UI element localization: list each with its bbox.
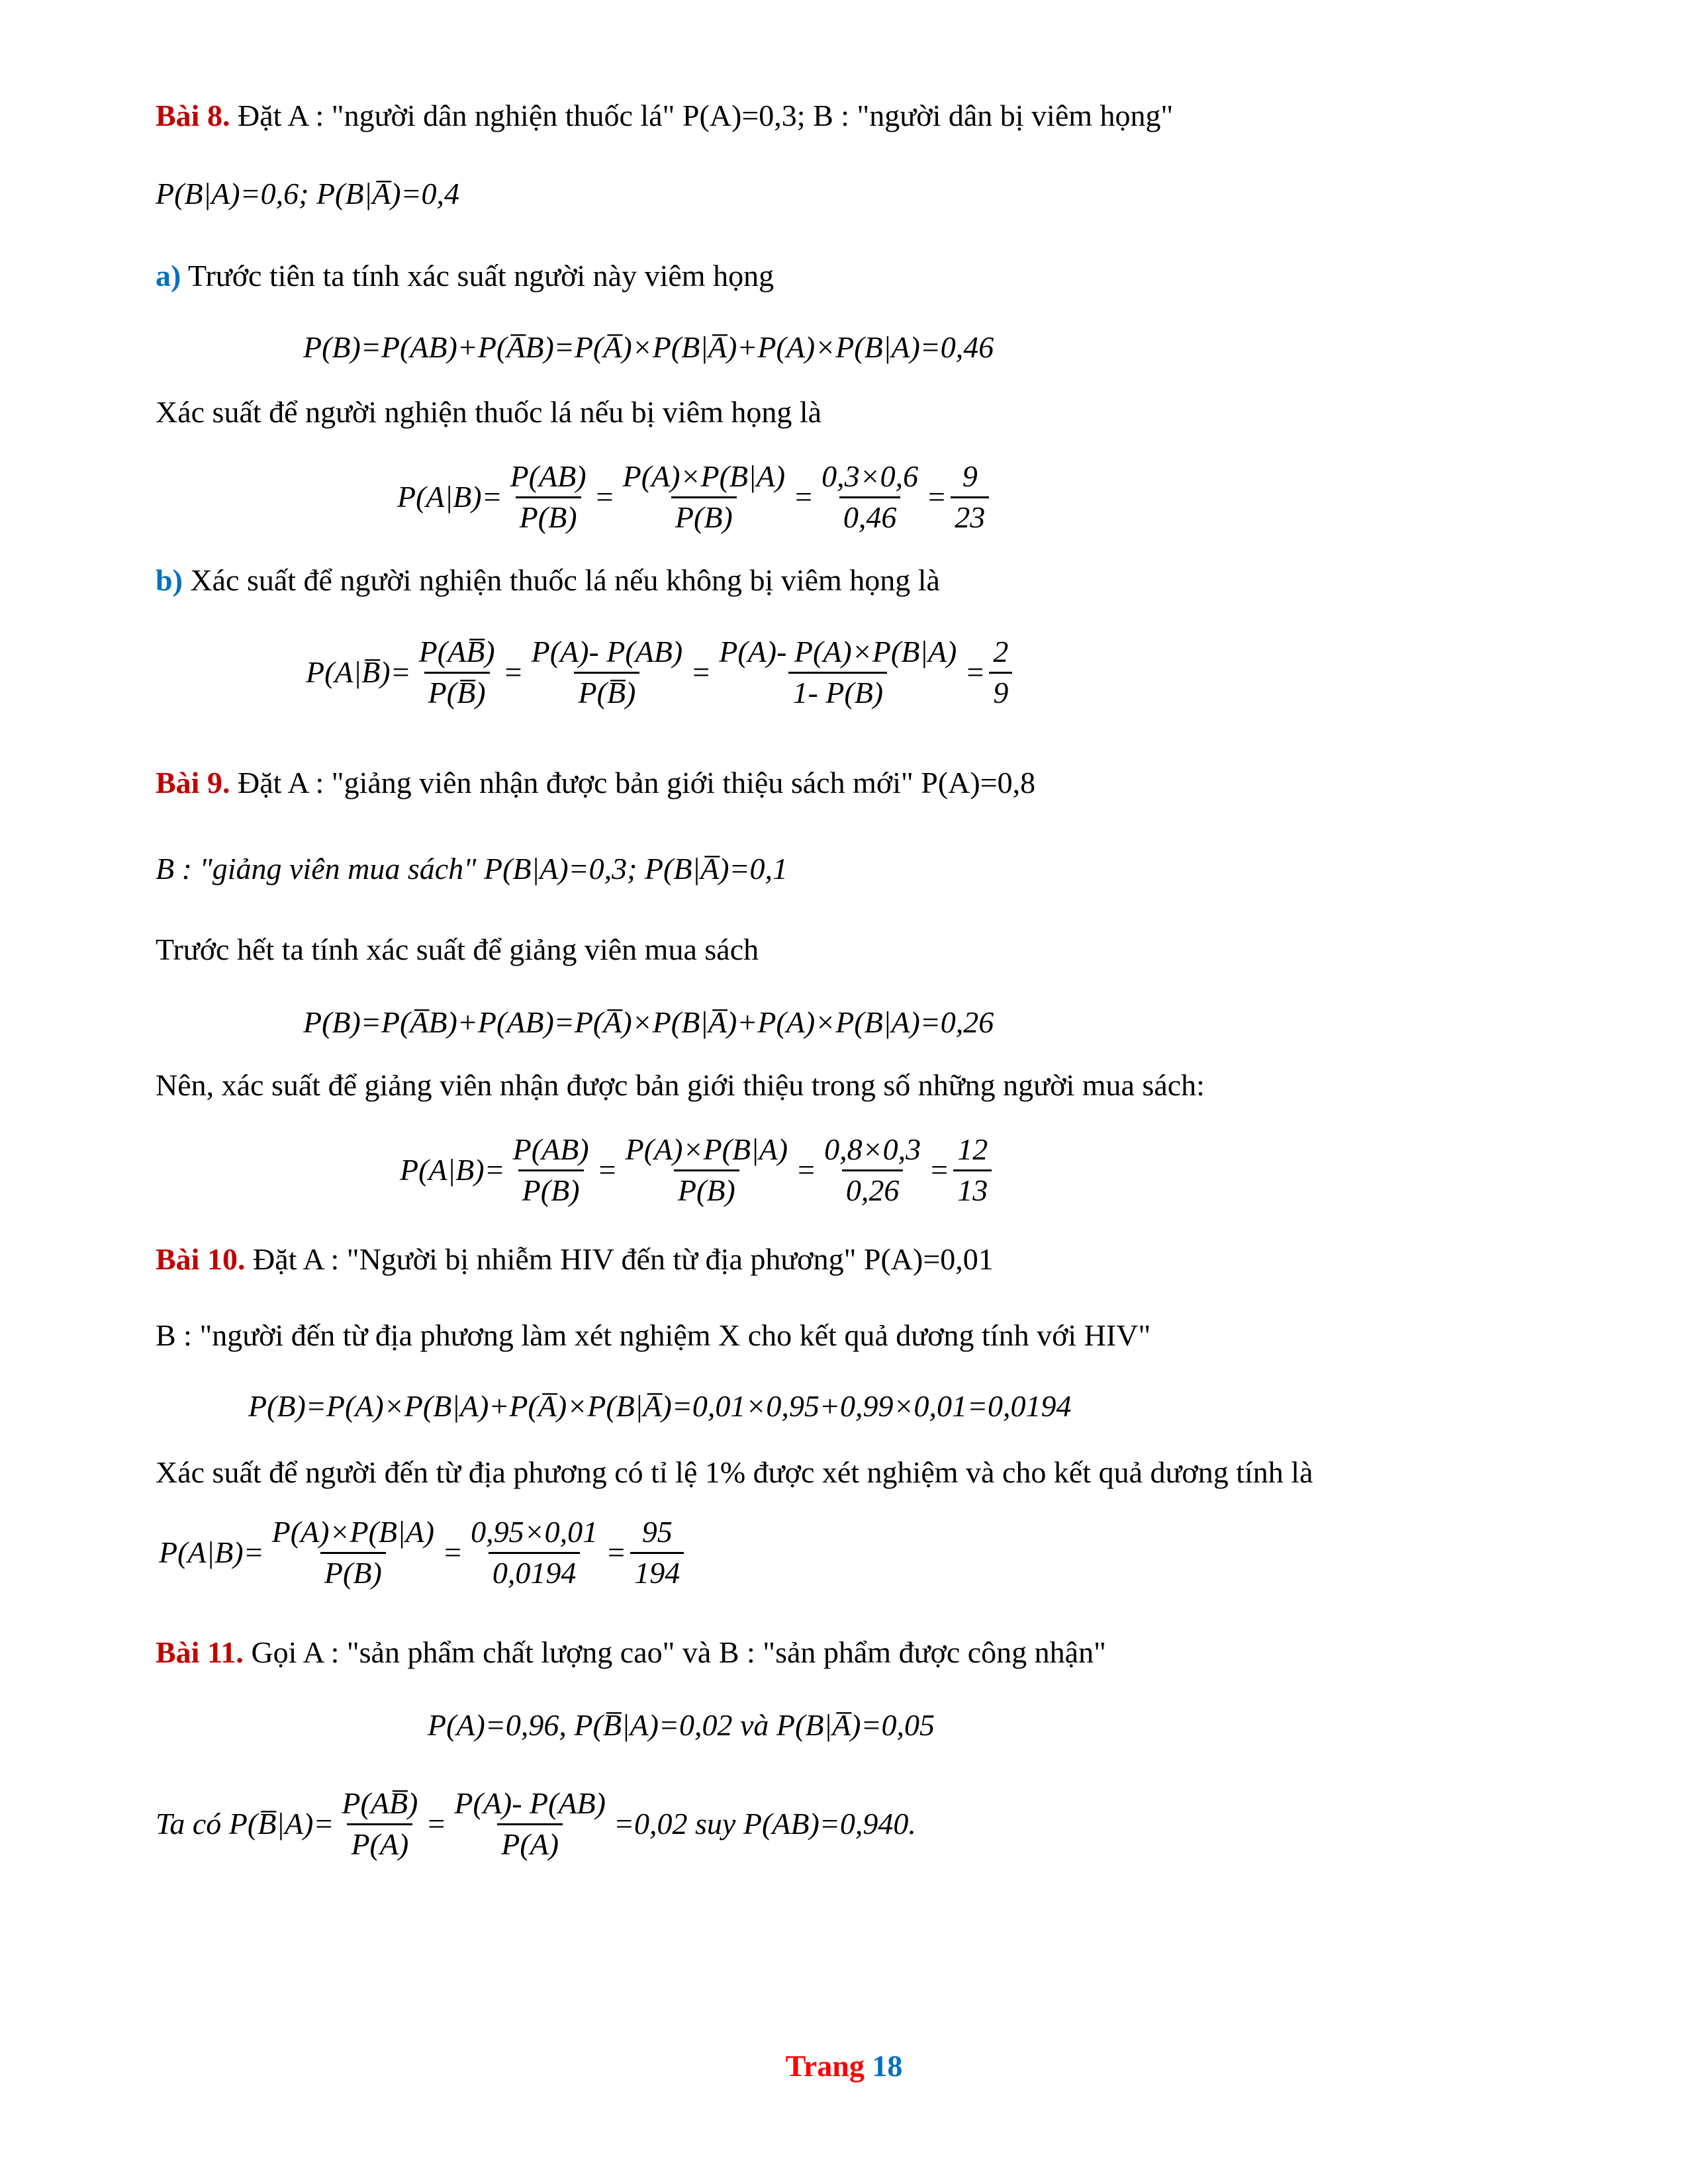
fraction [338,1787,422,1861]
text-line [156,933,759,967]
fraction [268,1516,438,1590]
fraction [415,635,499,709]
paragraph-text: Trước hết ta tính xác suất để giảng viên mua sách [156,933,759,966]
math-expression: = [690,655,712,689]
text-line [156,1069,1205,1103]
paragraph-text: B : "người đến từ địa phương làm xét nghiệm X cho kết quả dương tính với HIV" [156,1318,1151,1352]
fraction [450,1787,610,1861]
paragraph-text: Trước tiên ta tính xác suất người này viêm họng [181,259,774,293]
exercise-label: b) [156,563,183,597]
denominator: P(B̅) [574,672,639,710]
fraction [622,1133,792,1207]
math-expression: = [442,1535,463,1569]
math-expression: P(A|B)= [159,1535,264,1569]
math-expression: = [793,479,814,514]
exercise-label: Bài 9. [156,766,230,799]
formula-line [397,460,993,534]
fraction [715,635,961,709]
formula-line [428,1709,935,1743]
exercise-label: a) [156,259,181,293]
paragraph-text: Xác suất để người nghiện thuốc lá nếu không bị viêm họng là [182,563,940,597]
text-line [156,564,940,598]
math-expression: P(A|B)= [397,479,502,514]
denominator: P(B) [671,496,737,535]
fraction [818,460,922,534]
denominator: 9 [989,672,1012,710]
denominator: 1- P(B) [788,672,887,710]
fraction [953,1133,992,1207]
paragraph-text: Nên, xác suất để giảng viên nhận được bản giới thiệu trong số những người mua sách: [156,1068,1205,1102]
text-line [156,1456,1313,1490]
paragraph-text: Gọi A : "sản phẩm chất lượng cao" và B : "sản phẩm được công nhận" [243,1635,1106,1669]
text-line [156,1243,994,1277]
paragraph-text: Đặt A : "giảng viên nhận được bản giới thiệu sách mới" P(A)=0,8 [230,766,1036,799]
denominator: P(B) [518,1169,584,1208]
formula-line [156,1787,916,1861]
paragraph-text: Đặt A : "Người bị nhiễm HIV đến từ địa phương" P(A)=0,01 [245,1242,994,1276]
math-expression: B : "giảng viên mua sách" P(B|A)=0,3; P(B|A̅)=0,1 [156,852,788,886]
numerator: 12 [957,1132,988,1166]
fraction [528,635,687,709]
text-line [156,1636,1106,1670]
fraction [506,460,590,534]
numerator: 0,3×0,6 [821,459,919,493]
text-line [156,99,1173,133]
denominator: P(B) [674,1169,739,1208]
math-expression: P(A|B)= [400,1152,505,1187]
math-expression: = [596,1152,618,1187]
paragraph-text: Xác suất để người đến từ địa phương có tỉ lệ 1% được xét nghiệm và cho kết quả dương tính là [156,1455,1313,1489]
text-line [156,1319,1150,1353]
math-expression: P(A|B̅)= [306,655,411,689]
math-expression: = [502,655,524,689]
numerator: P(AB̅) [418,635,495,668]
denominator: 0,46 [839,496,901,535]
numerator: 0,8×0,3 [824,1132,921,1166]
numerator: P(A)- P(A)×P(B|A) [719,635,957,668]
math-expression: =0,02 suy P(AB)=0,940. [613,1806,916,1841]
fraction [630,1516,684,1590]
exercise-label: Bài 8. [156,99,230,132]
paragraph-text: Đặt A : "người dân nghiện thuốc lá" P(A)=0,3; B : "người dân bị viêm họng" [230,99,1174,132]
denominator: 0,0194 [489,1552,581,1590]
formula-line [400,1133,996,1207]
denominator: P(B) [320,1552,386,1590]
denominator: P(A) [347,1823,412,1862]
fraction [820,1133,925,1207]
math-expression: P(B)=P(AB)+P(A̅B)=P(A̅)×P(B|A̅)+P(A)×P(B|A)=0,46 [303,330,994,364]
denominator: P(B̅) [424,672,490,710]
formula-line [303,1006,994,1040]
denominator: 194 [630,1552,684,1590]
text-line [156,766,1035,800]
numerator: 9 [962,459,978,493]
page-footer [0,2048,1688,2083]
math-expression: P(B)=P(A)×P(B|A)+P(A̅)×P(B|A̅)=0,01×0,95+0,99×0,01=0,0194 [248,1389,1072,1423]
formula-line [159,1516,688,1590]
math-expression: = [964,655,986,689]
exercise-label: Bài 11. [156,1635,244,1669]
exercise-label: Bài 10. [156,1242,246,1276]
fraction [619,460,789,534]
denominator: P(B) [516,496,581,535]
fraction [509,1133,593,1207]
math-expression: P(B)=P(A̅B)+P(AB)=P(A̅)×P(B|A̅)+P(A)×P(B|A)=0,26 [303,1005,994,1039]
numerator: P(AB) [510,459,586,493]
math-expression: P(A)=0,96, P(B̅|A)=0,02 và P(B|A̅)=0,05 [428,1708,935,1742]
numerator: P(A)×P(B|A) [271,1515,435,1549]
math-expression: Ta có P(B̅|A)= [156,1806,334,1841]
page-number: 18 [872,2049,903,2083]
denominator: 23 [951,496,989,535]
fraction [989,635,1012,709]
formula-line [306,635,1016,709]
numerator: 95 [641,1515,673,1549]
math-expression: = [929,1152,950,1187]
math-expression: = [796,1152,817,1187]
numerator: 2 [993,635,1009,668]
math-expression: P(B|A)=0,6; P(B|A̅)=0,4 [156,177,460,210]
denominator: 13 [953,1169,992,1208]
numerator: P(AB̅) [342,1786,418,1820]
numerator: P(A)×P(B|A) [622,459,786,493]
math-expression: = [926,479,947,514]
formula-line [156,852,788,886]
numerator: P(A)- P(AB) [531,635,683,668]
footer-label: Trang [785,2049,865,2083]
numerator: P(A)×P(B|A) [625,1132,788,1166]
math-expression: = [606,1535,627,1569]
math-expression: = [426,1806,447,1841]
fraction [467,1516,602,1590]
formula-line [303,331,994,365]
numerator: 0,95×0,01 [471,1515,598,1549]
fraction [951,460,989,534]
numerator: P(AB) [512,1132,589,1166]
denominator: 0,26 [842,1169,904,1208]
paragraph-text: Xác suất để người nghiện thuốc lá nếu bị viêm họng là [156,395,822,429]
formula-line [156,177,459,211]
math-expression: = [594,479,615,514]
text-line [156,259,774,293]
formula-line [248,1390,1072,1424]
text-line [156,396,821,430]
denominator: P(A) [497,1823,563,1862]
numerator: P(A)- P(AB) [454,1786,606,1820]
